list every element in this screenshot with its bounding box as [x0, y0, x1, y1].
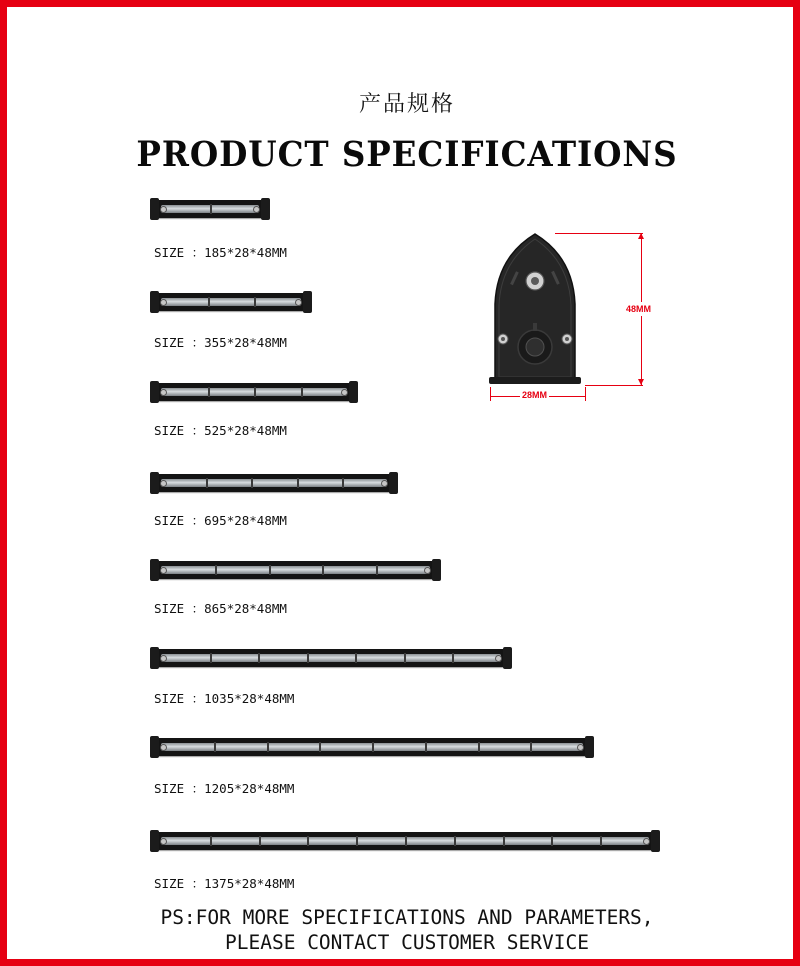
screw-icon: [495, 655, 502, 662]
bar-segment-divider: [530, 742, 532, 752]
bar-segment-divider: [269, 565, 271, 575]
width-dimension-label: 28MM: [522, 390, 548, 400]
bar-segment-divider: [254, 387, 256, 397]
bar-segment-divider: [258, 653, 260, 663]
bar-lens: [161, 479, 387, 487]
bar-segment-divider: [297, 478, 299, 488]
bar-segment-divider: [210, 653, 212, 663]
bar-segment-divider: [503, 836, 505, 846]
bar-segment-divider: [342, 478, 344, 488]
bar-segment-divider: [307, 653, 309, 663]
bar-segment-divider: [254, 297, 256, 307]
bar-segment-divider: [404, 653, 406, 663]
screw-icon: [160, 299, 167, 306]
bar-segment-divider: [452, 653, 454, 663]
bar-lens: [161, 298, 301, 306]
bar-end-cap: [261, 198, 270, 220]
dimension-extension-right: [585, 387, 586, 401]
bar-segment-divider: [206, 478, 208, 488]
bar-segment-divider: [376, 565, 378, 575]
bar-lens: [161, 654, 501, 662]
contact-note: [7, 905, 800, 955]
bar-segment-divider: [356, 836, 358, 846]
bar-segment-divider: [322, 565, 324, 575]
screw-icon: [160, 838, 167, 845]
bar-segment-divider: [301, 387, 303, 397]
light-bar-695: [154, 474, 394, 492]
screw-icon: [160, 567, 167, 574]
light-bar-525: [154, 383, 354, 401]
bar-end-cap: [150, 736, 159, 758]
bar-segment-divider: [425, 742, 427, 752]
bar-segment-divider: [319, 742, 321, 752]
bar-lens: [161, 566, 430, 574]
note-line-1: PS:FOR MORE SPECIFICATIONS AND PARAMETERS,: [160, 906, 654, 929]
bar-segment-divider: [251, 478, 253, 488]
bar-segment-divider: [267, 742, 269, 752]
size-label-865: SIZE ：865*28*48MM: [154, 601, 287, 616]
arrow-down-icon: [638, 379, 644, 385]
dimension-extension-bottom: [585, 385, 643, 386]
screw-icon: [160, 389, 167, 396]
bar-end-cap: [303, 291, 312, 313]
bar-end-cap: [150, 647, 159, 669]
bar-end-cap: [432, 559, 441, 581]
size-label-185: SIZE ：185*28*48MM: [154, 245, 287, 260]
title-chinese: 产品规格: [358, 92, 455, 117]
bar-segment-divider: [405, 836, 407, 846]
light-bar-185: [154, 200, 266, 218]
size-label-695: SIZE ：695*28*48MM: [154, 513, 287, 528]
bar-segment-divider: [600, 836, 602, 846]
size-label-1205: SIZE ：1205*28*48MM: [154, 781, 295, 796]
bar-segment-divider: [208, 297, 210, 307]
light-bar-865: [154, 561, 437, 579]
bar-segment-divider: [208, 387, 210, 397]
dimension-extension-top: [555, 233, 643, 234]
dimension-extension-left: [490, 387, 491, 401]
bar-end-cap: [150, 559, 159, 581]
bar-end-cap: [150, 381, 159, 403]
bar-segment-divider: [215, 565, 217, 575]
screw-icon: [341, 389, 348, 396]
screw-icon: [424, 567, 431, 574]
mounting-bracket-image: [485, 229, 585, 389]
light-bar-1375: [154, 832, 656, 850]
bar-end-cap: [150, 291, 159, 313]
screw-icon: [160, 655, 167, 662]
light-bar-1035: [154, 649, 508, 667]
light-bar-1205: [154, 738, 590, 756]
bar-end-cap: [651, 830, 660, 852]
arrow-up-icon: [638, 233, 644, 239]
bar-segment-divider: [454, 836, 456, 846]
bar-end-cap: [389, 472, 398, 494]
bar-end-cap: [150, 830, 159, 852]
bar-end-cap: [503, 647, 512, 669]
note-line-2: PLEASE CONTACT CUSTOMER SERVICE: [225, 931, 589, 954]
height-dimension-label: 48MM: [626, 304, 652, 314]
bar-segment-divider: [210, 204, 212, 214]
size-label-525: SIZE ：525*28*48MM: [154, 423, 287, 438]
screw-icon: [381, 480, 388, 487]
screw-icon: [253, 206, 260, 213]
bar-segment-divider: [372, 742, 374, 752]
screw-icon: [160, 480, 167, 487]
bar-segment-divider: [478, 742, 480, 752]
screw-icon: [295, 299, 302, 306]
title-english: PRODUCT SPECIFICATIONS: [136, 134, 678, 175]
bar-segment-divider: [210, 836, 212, 846]
bar-segment-divider: [355, 653, 357, 663]
size-label-1375: SIZE ：1375*28*48MM: [154, 876, 295, 891]
bar-end-cap: [349, 381, 358, 403]
light-bar-355: [154, 293, 308, 311]
bar-segment-divider: [551, 836, 553, 846]
bar-end-cap: [150, 472, 159, 494]
bar-segment-divider: [307, 836, 309, 846]
screw-icon: [160, 744, 167, 751]
size-label-355: SIZE ：355*28*48MM: [154, 335, 287, 350]
bar-segment-divider: [259, 836, 261, 846]
screw-icon: [577, 744, 584, 751]
bar-end-cap: [585, 736, 594, 758]
screw-icon: [160, 206, 167, 213]
screw-icon: [643, 838, 650, 845]
bar-end-cap: [150, 198, 159, 220]
bar-segment-divider: [214, 742, 216, 752]
size-label-1035: SIZE ：1035*28*48MM: [154, 691, 295, 706]
